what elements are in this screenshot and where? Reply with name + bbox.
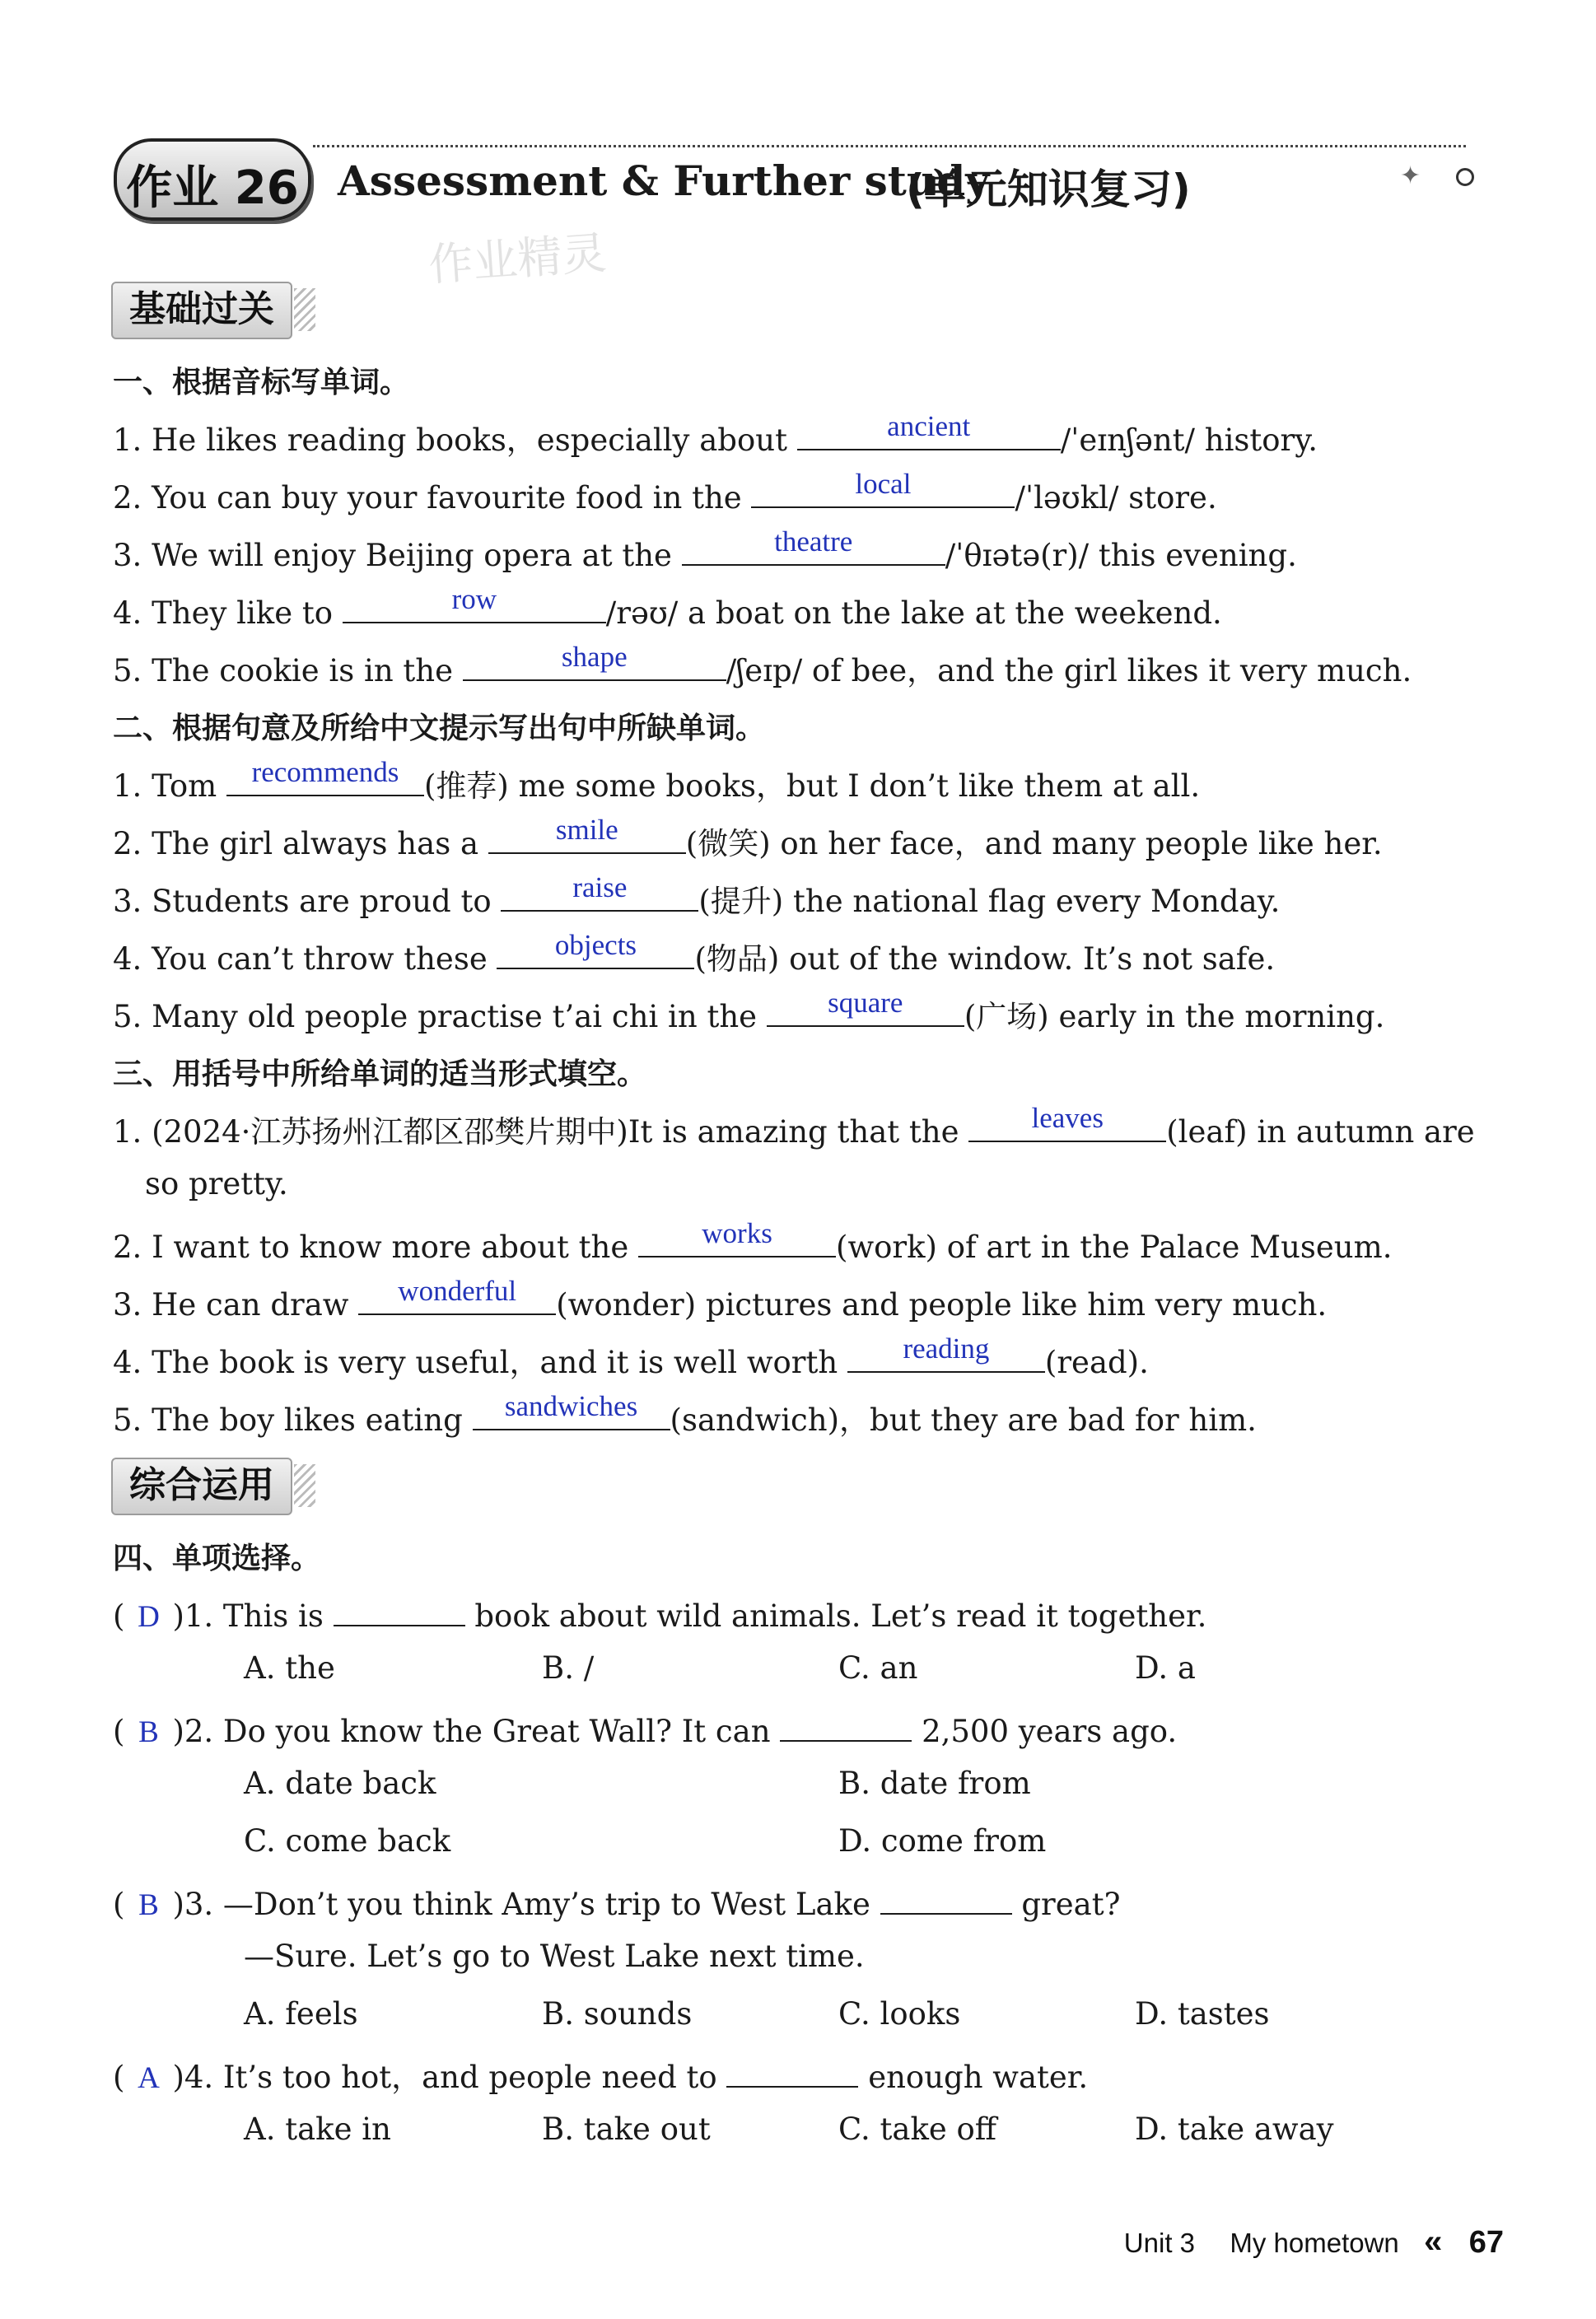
mc-1-option-b[interactable]: B. / bbox=[542, 1650, 595, 1686]
header-end-circle-icon bbox=[1456, 168, 1474, 186]
answer-blank[interactable] bbox=[682, 525, 945, 566]
answer-blank[interactable] bbox=[497, 928, 694, 969]
answer-text: ancient bbox=[887, 409, 971, 442]
answer-blank[interactable] bbox=[767, 986, 964, 1027]
answer-blank[interactable] bbox=[638, 1216, 836, 1257]
answer-text: reading bbox=[903, 1332, 990, 1365]
part-1-item-1: 1. He likes reading books，especially about ancient /ˈeɪnʃənt/ history. bbox=[113, 409, 1318, 458]
header-dotted-rule bbox=[313, 145, 1466, 147]
page-number: 67 bbox=[1468, 2225, 1504, 2260]
footer-unit: Unit 3 bbox=[1123, 2228, 1196, 2258]
part-3-item-5: 5. The boy likes eating sandwiches (sandwich)，but they are bad for him. bbox=[113, 1389, 1257, 1438]
answer-blank bbox=[880, 1881, 1012, 1915]
mc-4-option-b[interactable]: B. take out bbox=[542, 2111, 711, 2147]
mc-1-option-d[interactable]: D. a bbox=[1135, 1650, 1196, 1686]
mc-question-4: ( A )4. It’s too hot，and people need to enough water. bbox=[113, 2054, 1088, 2097]
watermark: 作业精灵 bbox=[427, 226, 609, 292]
part-3-item-3: 3. He can draw wonderful (wonder) pictures and people like him very much. bbox=[113, 1274, 1328, 1323]
header-badge-text: 作业 26 bbox=[126, 161, 299, 215]
mc-answer[interactable]: D bbox=[138, 1599, 160, 1634]
mc-3-option-a[interactable]: A. feels bbox=[244, 1996, 358, 2032]
part-2-item-4: 4. You can’t throw these objects (物品) out of the window. It’s not safe. bbox=[113, 928, 1276, 977]
answer-blank bbox=[780, 1708, 912, 1742]
answer-text: leaves bbox=[1031, 1101, 1104, 1134]
mc-2-option-d[interactable]: D. come from bbox=[838, 1823, 1047, 1859]
part-1-item-4: 4. They like to row /rəʊ/ a boat on the lake at the weekend. bbox=[113, 582, 1222, 631]
header-badge bbox=[114, 138, 311, 221]
mc-answer[interactable]: B bbox=[138, 1887, 159, 1922]
answer-text: works bbox=[702, 1216, 772, 1249]
answer-text: recommends bbox=[251, 755, 399, 788]
mc-1-option-a[interactable]: A. the bbox=[244, 1650, 335, 1686]
answer-text: shape bbox=[561, 640, 628, 673]
answer-text: row bbox=[451, 582, 497, 615]
answer-blank[interactable] bbox=[488, 813, 686, 854]
part-3-item-2: 2. I want to know more about the works (work) of art in the Palace Museum. bbox=[113, 1216, 1393, 1265]
part-2-heading: 二、根据句意及所给中文提示写出句中所缺单词。 bbox=[113, 712, 766, 745]
mc-3-option-d[interactable]: D. tastes bbox=[1135, 1996, 1270, 2032]
mc-1-option-c[interactable]: C. an bbox=[838, 1650, 918, 1686]
answer-text: local bbox=[855, 467, 912, 500]
answer-text: smile bbox=[555, 813, 618, 846]
part-3-item-4: 4. The book is very useful，and it is well worth reading (read). bbox=[113, 1332, 1149, 1380]
mc-question-3: ( B )3. —Don’t you think Amy’s trip to West Lake great? bbox=[113, 1881, 1120, 1924]
part-2-item-5: 5. Many old people practise t’ai chi in the square (广场) early in the morning. bbox=[113, 986, 1385, 1034]
answer-blank[interactable] bbox=[463, 640, 726, 681]
mc-3-option-b[interactable]: B. sounds bbox=[542, 1996, 693, 2032]
part-2-item-3: 3. Students are proud to raise (提升) the national flag every Monday. bbox=[113, 870, 1281, 919]
mc-4-option-a[interactable]: A. take in bbox=[244, 2111, 391, 2147]
answer-text: sandwiches bbox=[504, 1389, 638, 1422]
part-1-heading: 一、根据音标写单词。 bbox=[113, 366, 410, 399]
mc-answer[interactable]: B bbox=[138, 1715, 159, 1749]
answer-blank[interactable] bbox=[501, 870, 698, 912]
part-1-item-3: 3. We will enjoy Beijing opera at the theatre /ˈθɪətə(r)/ this evening. bbox=[113, 525, 1297, 573]
mc-4-option-c[interactable]: C. take off bbox=[838, 2111, 997, 2147]
part-1-item-2: 2. You can buy your favourite food in the local /ˈləʊkl/ store. bbox=[113, 467, 1217, 516]
mc-question-2: ( B )2. Do you know the Great Wall? It can 2,500 years ago. bbox=[113, 1708, 1177, 1751]
mc-3-option-c[interactable]: C. looks bbox=[838, 1996, 961, 2032]
mc-answer[interactable]: A bbox=[138, 2060, 160, 2095]
sparkle-icon: ✦ bbox=[1400, 161, 1421, 190]
mc-2-option-a[interactable]: A. date back bbox=[244, 1766, 436, 1801]
footer-topic: My hometown bbox=[1230, 2228, 1399, 2258]
answer-blank[interactable] bbox=[473, 1389, 670, 1430]
answer-blank[interactable] bbox=[847, 1332, 1045, 1373]
answer-blank[interactable] bbox=[226, 755, 424, 796]
answer-blank[interactable] bbox=[797, 409, 1061, 450]
part-3-item-1-continued: so pretty. bbox=[145, 1166, 288, 1201]
section-basic-label: 基础过关 bbox=[111, 282, 292, 339]
part-2-item-1: 1. Tom recommends (推荐) me some books，but I don’t like them at all. bbox=[113, 755, 1201, 804]
part-3-heading: 三、用括号中所给单词的适当形式填空。 bbox=[113, 1057, 647, 1091]
answer-text: square bbox=[828, 986, 903, 1019]
mc-question-1: ( D )1. This is book about wild animals. Let’s read it together. bbox=[113, 1593, 1206, 1635]
mc-3-response: —Sure. Let’s go to West Lake next time. bbox=[244, 1939, 865, 1974]
header-title-cn: (单元知识复习) bbox=[906, 166, 1191, 213]
answer-text: wonderful bbox=[398, 1274, 517, 1307]
answer-blank bbox=[726, 2054, 858, 2088]
answer-blank[interactable] bbox=[751, 467, 1015, 508]
answer-blank[interactable] bbox=[968, 1101, 1166, 1142]
answer-text: theatre bbox=[774, 525, 853, 558]
mc-2-option-b[interactable]: B. date from bbox=[838, 1766, 1031, 1801]
mc-4-option-d[interactable]: D. take away bbox=[1135, 2111, 1334, 2147]
part-4-heading: 四、单项选择。 bbox=[113, 1542, 321, 1575]
answer-text: raise bbox=[572, 870, 628, 903]
mc-2-option-c[interactable]: C. come back bbox=[244, 1823, 451, 1859]
answer-blank bbox=[334, 1593, 465, 1626]
part-2-item-2: 2. The girl always has a smile (微笑) on her face，and many people like her. bbox=[113, 813, 1383, 861]
part-1-item-5: 5. The cookie is in the shape /ʃeɪp/ of bee，and the girl likes it very much. bbox=[113, 640, 1412, 688]
footer bbox=[1124, 2223, 1504, 2261]
section-apply-label: 综合运用 bbox=[111, 1458, 292, 1515]
header-title-en: Assessment & Further study bbox=[338, 156, 990, 205]
double-chevron-icon: « bbox=[1424, 2223, 1443, 2260]
part-3-item-1: 1. (2024·江苏扬州江都区邵樊片期中)It is amazing that the leaves (leaf) in autumn are bbox=[113, 1101, 1475, 1150]
answer-blank[interactable] bbox=[358, 1274, 556, 1315]
answer-text: objects bbox=[554, 928, 637, 961]
answer-blank[interactable] bbox=[343, 582, 606, 623]
